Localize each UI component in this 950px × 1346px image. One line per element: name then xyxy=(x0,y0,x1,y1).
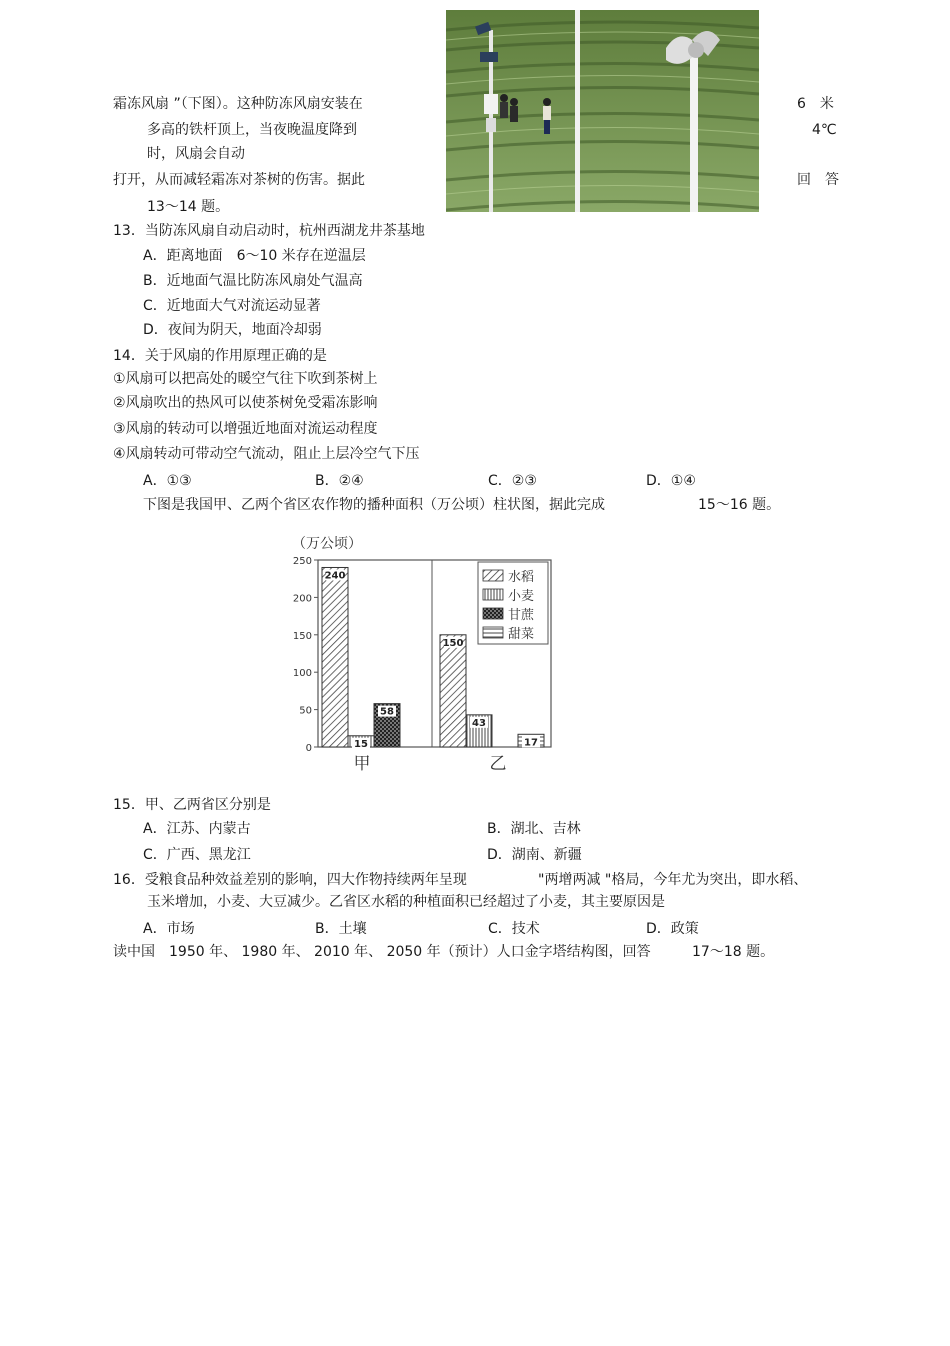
legend-label: 甘蔗 xyxy=(508,608,535,623)
q14-option-c: C．②③ xyxy=(488,473,537,489)
legend-swatch xyxy=(483,589,503,600)
y-tick-label: 150 xyxy=(292,630,312,642)
category-label: 乙 xyxy=(489,754,507,774)
q15-stem: 15．甲、乙两省区分别是 xyxy=(113,797,271,813)
y-tick-label: 250 xyxy=(292,556,312,567)
q14-item-3: ③风扇的转动可以增强近地面对流运动程度 xyxy=(113,421,378,437)
q14-option-a: A．①③ xyxy=(143,473,192,489)
data-label: 150 xyxy=(442,637,464,649)
y-tick-label: 50 xyxy=(299,705,312,717)
q16-stem-line-1b: "两增两减 "格局，今年尤为突出，即水稻、 xyxy=(538,872,808,888)
q16-option-c: C．技术 xyxy=(488,921,540,937)
q14-item-1: ①风扇可以把高处的暖空气往下吹到茶树上 xyxy=(113,371,378,387)
q15-option-a: A．江苏、内蒙古 xyxy=(143,821,251,837)
legend-label: 小麦 xyxy=(508,589,535,604)
chart-intro: 下图是我国甲、乙两个省区农作物的播种面积（万公顷）柱状图，据此完成 xyxy=(143,497,605,513)
data-label: 58 xyxy=(380,706,394,718)
q13-option-d: D．夜间为阴天，地面冷却弱 xyxy=(143,322,322,338)
q15-option-d: D．湖南、新疆 xyxy=(487,847,582,863)
q15-option-c: C．广西、黑龙江 xyxy=(143,847,251,863)
legend-label: 甜菜 xyxy=(508,627,535,642)
intro-line-3: 时，风扇会自动 xyxy=(147,146,245,162)
pyramid-intro-right: 17～18 题。 xyxy=(692,944,775,960)
q15-option-b: B．湖北、吉林 xyxy=(487,821,581,837)
bar xyxy=(322,567,348,747)
y-tick-label: 100 xyxy=(292,668,312,680)
crop-area-bar-chart xyxy=(286,528,556,776)
chart-unit-label: （万公顷） xyxy=(292,536,362,552)
q16-option-d: D．政策 xyxy=(646,921,699,937)
q16-option-a: A．市场 xyxy=(143,921,195,937)
q13-stem: 13．当防冻风扇自动启动时，杭州西湖龙井茶基地 xyxy=(113,223,425,239)
y-tick-label: 200 xyxy=(292,593,312,605)
intro-line-2-right: 4℃ xyxy=(812,122,837,138)
data-label: 15 xyxy=(354,738,368,750)
pyramid-intro: 读中国 1950 年、 1980 年、 2010 年、 2050 年（预计）人口金字塔结构图，回答 xyxy=(113,944,651,960)
legend-swatch xyxy=(483,627,503,638)
legend-swatch xyxy=(483,570,503,581)
intro-line-2: 多高的铁杆顶上，当夜晚温度降到 xyxy=(147,122,357,138)
intro-line-4: 打开，从而减轻霜冻对茶树的伤害。据此 xyxy=(113,172,365,188)
q16-option-b: B．土壤 xyxy=(315,921,367,937)
q14-item-2: ②风扇吹出的热风可以使茶树免受霜冻影响 xyxy=(113,395,378,411)
bar xyxy=(440,635,466,747)
legend-label: 水稻 xyxy=(508,570,535,585)
q16-stem-line-1a: 16．受粮食品种效益差别的影响，四大作物持续两年呈现 xyxy=(113,872,467,888)
q14-stem: 14．关于风扇的作用原理正确的是 xyxy=(113,348,327,364)
legend-swatch xyxy=(483,608,503,619)
q13-option-a: A．距离地面 6～10 米存在逆温层 xyxy=(143,248,366,264)
data-label: 43 xyxy=(472,717,486,729)
intro-line-4-right: 回 答 xyxy=(797,172,839,188)
intro-line-5: 13～14 题。 xyxy=(147,199,230,215)
data-label: 240 xyxy=(324,570,346,582)
q16-stem-line-2: 玉米增加，小麦、大豆减少。乙省区水稻的种植面积已经超过了小麦，其主要原因是 xyxy=(147,894,665,910)
q13-option-b: B．近地面气温比防冻风扇处气温高 xyxy=(143,273,363,289)
intro-line-1-right: 6 米 xyxy=(797,96,834,112)
chart-svg xyxy=(286,528,556,776)
intro-line-1: 霜冻风扇 ”（下图）。这种防冻风扇安装在 xyxy=(113,96,363,112)
chart-intro-right: 15～16 题。 xyxy=(698,497,781,513)
q14-option-b: B．②④ xyxy=(315,473,364,489)
y-tick-label: 0 xyxy=(305,743,312,754)
frost-fan-photo xyxy=(446,10,759,212)
q13-option-c: C．近地面大气对流运动显著 xyxy=(143,298,321,314)
q14-option-d: D．①④ xyxy=(646,473,696,489)
category-label: 甲 xyxy=(353,754,371,774)
data-label: 17 xyxy=(524,737,538,749)
q14-item-4: ④风扇转动可带动空气流动，阻止上层冷空气下压 xyxy=(113,446,420,462)
